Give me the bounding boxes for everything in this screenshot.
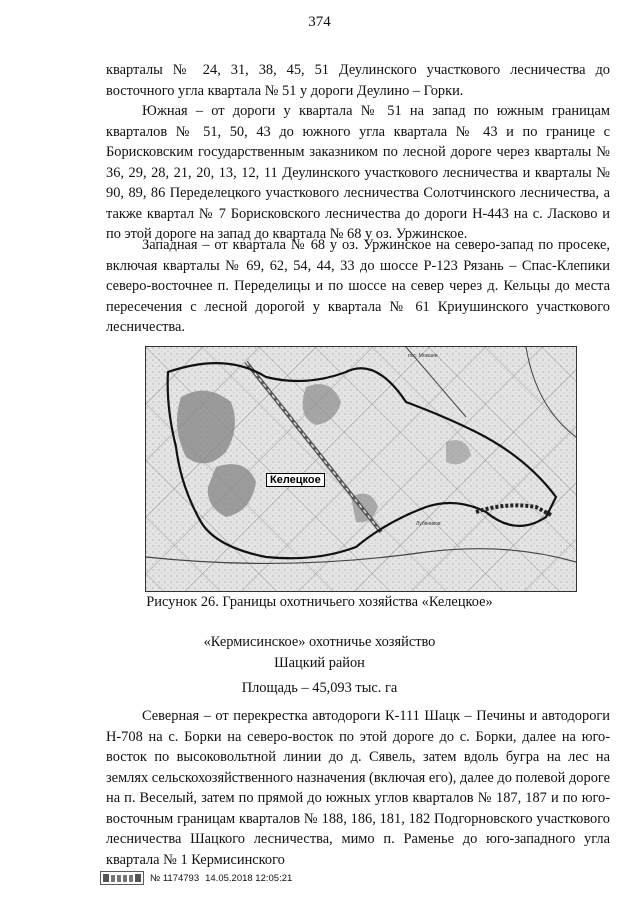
hunting-area-map	[145, 346, 577, 592]
map-drawing	[146, 347, 576, 591]
document-datetime: 14.05.2018 12:05:21	[205, 872, 293, 884]
official-stamp-icon	[100, 871, 144, 885]
figure-caption: Рисунок 26. Границы охотничьего хозяйства «Келецкое»	[146, 594, 493, 610]
map-settlement-label: Лубяников	[416, 521, 441, 527]
section-title: «Кермисинское» охотничье хозяйство	[203, 634, 436, 650]
paragraph-north: Северная – от перекрестка автодороги К-111 Шацк – Печины и автодороги Н-708 на с. Борки на северо-восток по этой дороге до с. Борки, далее на юго-восток по высоковольтной линии до д. Сявель, затем вдоль бугра на лес на землях сельскохозяйственного назначения (включая его), далее до полевой дороге на п. Веселый, затем по прямой до южных углов кварталов № 187, 187 и по юго-восточным границам кварталов № 188, 186, 181, 182 Подгорновского участкового лесничества Шацкого лесничества, мимо п. Раменье до юго-западного угла квартала № 1 Кермисинского	[106, 708, 610, 868]
page-number: 374	[308, 14, 331, 30]
paragraph-east-end: кварталы № 24, 31, 38, 45, 51 Деулинского участкового лесничества до восточного угла квартала № 51 у дороги Деулино – Горки.	[106, 62, 610, 99]
document-number: № 1174793	[150, 872, 200, 884]
map-settlement-label: пос. Мокшеи	[408, 353, 438, 359]
paragraph-south: Южная – от дороги у квартала № 51 на запад по южным границам кварталов № 51, 50, 43 до южного угла квартала № 43 и по границе с Борисковским государственным заказником по лесной дороге через кварталы № 36, 29, 28, 21, 20, 13, 12, 11 Деулинского участкового лесничества и кварталы № 90, 89, 86 Переделецкого участкового лесничества Солотчинского лесничества, а также квартал № 7 Борисковского лесничества до дороги Н-443 на с. Ласково и по этой дороге на запад до квартала № 68 у оз. Уржинское.	[106, 103, 610, 242]
paragraph-west: Западная – от квартала № 68 у оз. Уржинское на северо-запад по просеке, включая кварталы № 69, 62, 54, 44, 33 до шоссе Р-123 Рязань – Спас-Клепики северо-восточнее п. Переделицы и по шоссе на север через д. Кельцы до места пересечения с лесной дорогой у квартала № 61 Криушинского участкового лесничества.	[106, 237, 610, 335]
document-footer	[100, 870, 292, 886]
section-area: Площадь – 45,093 тыс. га	[241, 680, 398, 696]
map-area-label: Келецкое	[266, 473, 325, 487]
section-district: Шацкий район	[274, 655, 365, 671]
